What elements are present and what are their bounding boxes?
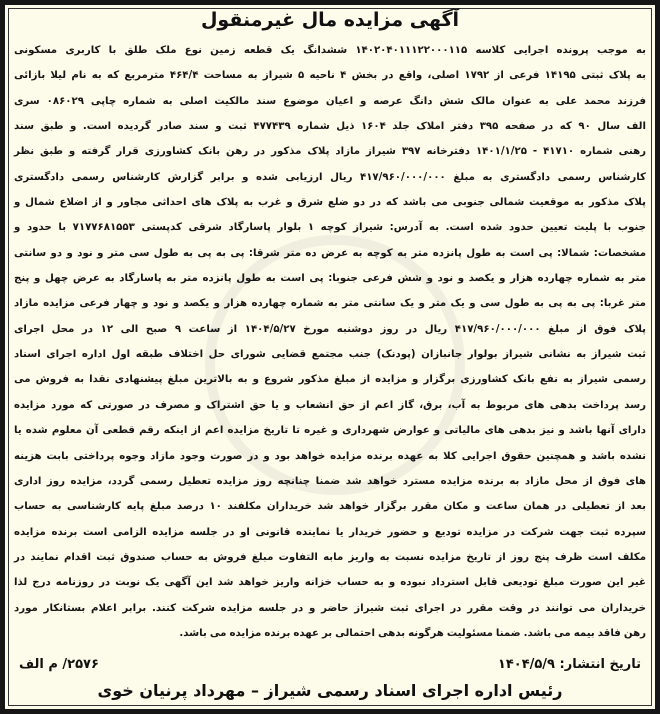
body-line: رهن فاقد بیمه می باشد. ضمنا مسئولیت هرگونه بدهی احتمالی بر عهده برنده مزایده می باشد. xyxy=(179,627,646,639)
body-line: های فوق از محل مازاد به برنده مزایده مسترد خواهد شد ضمنا چنانچه روز مزایده تعطیل رسمی گردد، مزایده روز اداری xyxy=(14,475,646,487)
body-line: سپرده ثبت جهت شرکت در مزایده تودیع و حضور خریدار یا نماینده قانونی او در جلسه مزایده الزامی است برنده مزایده xyxy=(14,526,646,538)
body-line: رسمی شیراز به نفع بانک کشاورزی برگزار و مزایده از مبلغ مذکور شروع و به بالاترین مبلغ پیشنهادی نقدا به فروش می xyxy=(14,374,646,386)
body-line: نشده باشد و همچنین حقوق اجرایی کلا به عهده برنده مزایده خواهد بود و در صورت وجود مازاد وجوه پرداختی بابت هزینه xyxy=(14,450,646,462)
body-line: رسد پرداخت بدهی های مربوط به آب، برق، گاز اعم از حق انشعاب و یا حق اشتراک و مصرف در صورتی که مورد مزایده xyxy=(14,399,646,411)
body-line: دارای آنها باشد و نیز بدهی های مالیاتی و عوارض شهرداری و غیره تا تاریخ مزایده اعم از اینکه رقم قطعی آن معلوم شده یا xyxy=(14,425,646,437)
notice-body xyxy=(14,38,646,646)
body-line: به موجب پرونده اجرایی کلاسه ۱۴۰۲۰۴۰۱۱۱۲۲۰۰۰۱۱۵ ششدانگ یک قطعه زمین نوع ملک طلق با کاربری مسکونی xyxy=(14,45,647,56)
publish-date: تاریخ انتشار: ۱۴۰۴/۵/۹ xyxy=(497,656,641,672)
body-line: الف سال ۹۰ که در صفحه ۳۹۵ دفتر املاک جلد ۱۶۰۴ ذیل شماره ۴۷۷۴۳۹ ثبت و سند صادر گردیده است. و طبق سند xyxy=(14,121,646,133)
body-line: بعد از تعطیلی در همان ساعت و مکان مقرر برگزار خواهد شد خریداران مکلفند ۱۰ درصد مبلغ پایه کارشناسی به حساب xyxy=(14,501,647,513)
body-line: به پلاک ثبتی ۱۴۱۹۵ فرعی از ۱۷۹۲ اصلی، واقع در بخش ۴ ناحیه ۵ شیراز به مساحت ۴۶۴/۴ مترمربع که به نام لیلا بازائی xyxy=(14,70,646,82)
body-line: پلاک فوق از مبلغ ۴۱۷/۹۶۰/۰۰۰/۰۰۰ ریال در روز دوشنبه مورخ ۱۴۰۴/۵/۲۷ از ساعت ۹ صبح الی ۱۲ در محل اجرای xyxy=(14,323,647,335)
body-line: خریداران می توانند در وقت مقرر در اجرای ثبت شیراز حاضر و در جلسه مزایده شرکت کنند. برابر اعلام بستانکار مورد xyxy=(14,602,646,614)
body-line: پلاک مذکور به موقعیت شمالی جنوبی می باشد که در دو ضلع شرق و غرب به پلاک های احداثی مجاور و از اضلاع شمال و xyxy=(14,197,646,209)
body-line: کارشناس رسمی دادگستری به مبلغ ۴۱۷/۹۶۰/۰۰۰/۰۰۰ ریال ارزیابی شده و برابر گزارش کارشناس رسمی دادگستری xyxy=(14,171,646,183)
body-line: متر به شماره چهارده هزار و یکصد و نود و شش فرعی جنوبا: پی است به طول پانزده متر به پاسارگاد به عرض چهل و پنج xyxy=(14,273,646,285)
body-line: جنوب با پلیت تعیین حدود شده است. به آدرس: شیراز کوچه ۱ بلوار پاسارگاد شرقی کدپستی ۷۱۷۷۶۸۱۵۵۳ با حدود و xyxy=(14,222,646,234)
body-line: ثبت شیراز به نشانی شیراز بولوار جانبازان (پودنک) جنب مجتمع قضایی شورای حل اختلاف طبقه اول اداره اجرای اسناد xyxy=(14,349,646,361)
reference-number: ۲۵۷۶/ م الف xyxy=(19,656,99,672)
body-line: متر غربا: پی به پی به طول سی و یک متر و یک سانتی متر به شماره چهارده هزار و یکصد و نود و چهار فرعی مزایده مازاد xyxy=(14,298,646,310)
body-line: مشخصات: شمالا: پی است به طول پانزده متر به کوچه به عرض ده متر شرقا: پی به پی به طول سی متر و نود و دو سانتی xyxy=(14,247,646,259)
signature: رئیس اداره اجرای اسناد رسمی شیراز – مهرداد پرنیان خوی xyxy=(97,681,563,700)
body-line: مکلف است ظرف پنج روز از تاریخ مزایده نسبت به واریز مابه التفاوت مبلغ فروش به حساب صندوق ثبت اقدام نمایند در xyxy=(14,551,646,563)
body-line: غیر این صورت مبلغ تودیعی قابل استرداد نبوده و به حساب خزانه واریز خواهد شد این آگهی یک نوبت در روزنامه درج لذا xyxy=(14,577,646,589)
body-line: رهنی شماره ۴۱۷۱۰ - ۱۴۰۱/۱/۲۵ دفترخانه ۳۹۷ شیراز مازاد پلاک مذکور در رهن بانک کشاورزی قرار گرفته و طبق نظر xyxy=(14,146,646,158)
body-line: فرزند محمد علی به عنوان مالک شش دانگ عرصه و اعیان موضوع سند مالکیت اصلی به شماره چاپی ۰۸۶۰۲۹ سری xyxy=(14,95,646,107)
notice-title: آگهی مزایده مال غیرمنقول xyxy=(200,9,460,31)
notice-footer xyxy=(19,652,641,676)
